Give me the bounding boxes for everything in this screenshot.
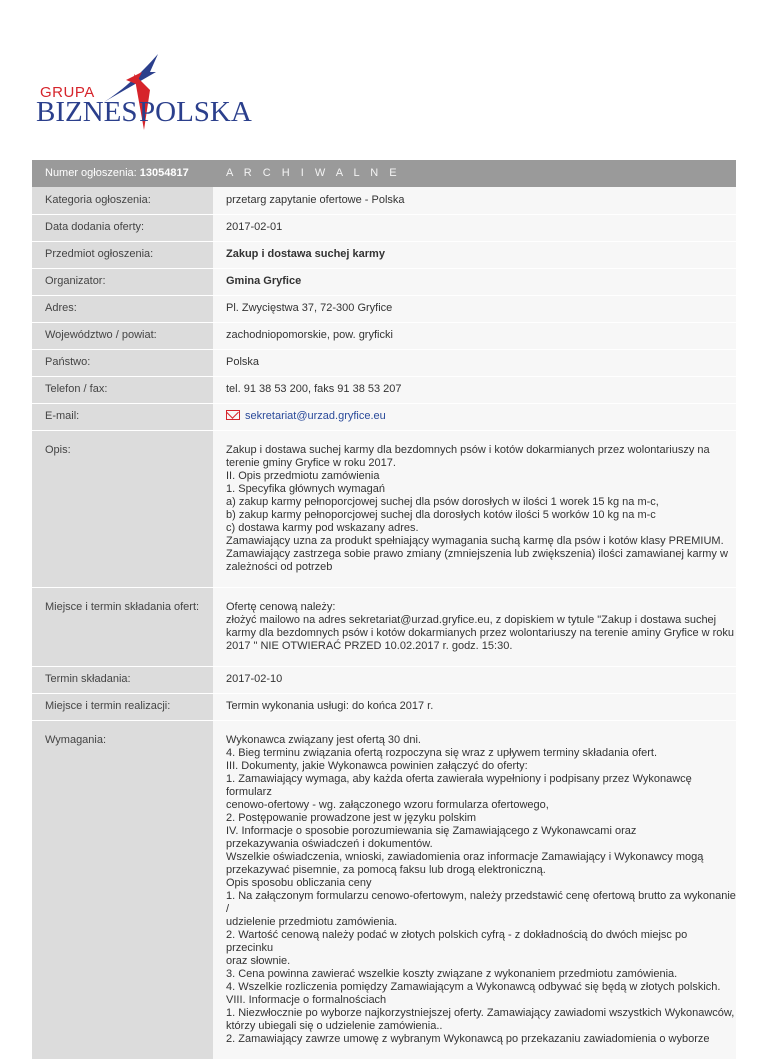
row-value: 2017-02-01 [213, 214, 736, 241]
row-label: Organizator: [32, 268, 213, 295]
logo-biznes: BIZNES [36, 96, 138, 128]
text-line: Zakup i dostawa suchej karmy dla bezdomnych psów i kotów dokarmianych przez wolontariuszy na [226, 443, 710, 456]
row-value: Termin wykonania usługi: do końca 2017 r. [213, 693, 736, 720]
text-line: 4. Wszelkie rozliczenia pomiędzy Zamawiającym a Wykonawcą odbywać się będą w złotych polskich. [226, 980, 721, 993]
row-opis [32, 430, 736, 587]
text-line: IV. Informacje o sposobie porozumiewania się Zamawiającego z Wykonawcami oraz [226, 824, 637, 837]
row-label: Państwo: [32, 349, 213, 376]
row-value: zachodniopomorskie, pow. gryficki [213, 322, 736, 349]
row-value: Gmina Gryfice [213, 268, 736, 295]
status-badge: A R C H I W A L N E [226, 167, 401, 179]
text-line: Zamawiający uzna za produkt spełniający wymagania suchą karmę dla psów i kotów klasy PREMIUM. [226, 534, 724, 547]
row-label: Termin składania: [32, 666, 213, 693]
text-line: Zamawiający zastrzega sobie prawo zmiany (zmniejszenia lub zwiększenia) ilości zamawianej karmy w [226, 547, 728, 560]
text-line: którzy ubiegali się o udzielenie zamówienia.. [226, 1019, 443, 1032]
row-telefon [32, 376, 736, 403]
text-line: II. Opis przedmiotu zamówienia [226, 469, 380, 482]
text-line: udzielenie przedmiotu zamówienia. [226, 915, 398, 928]
row-panstwo [32, 349, 736, 376]
text-line: c) dostawa karmy pod wskazany adres. [226, 521, 419, 534]
row-label: Województwo / powiat: [32, 322, 213, 349]
text-line: III. Dokumenty, jakie Wykonawca powinien załączyć do oferty: [226, 759, 528, 772]
announcement-table [32, 160, 736, 1060]
row-organizator [32, 268, 736, 295]
text-line: b) zakup karmy pełnoporcjowej suchej dla dorosłych kotów ilości 5 worków 10 kg na m-c [226, 508, 656, 521]
row-value: 2017-02-10 [213, 666, 736, 693]
text-line: 3. Cena powinna zawierać wszelkie koszty związane z wykonaniem przedmiotu zamówienia. [226, 967, 678, 980]
envelope-icon [226, 410, 240, 420]
text-line: Wszelkie oświadczenia, wnioski, zawiadomienia oraz informacje Zamawiający i Wykonawcy mogą [226, 850, 704, 863]
text-line: złożyć mailowo na adres sekretariat@urzad.gryfice.eu, z dopiskiem w tytule "Zakup i dostawa suchej [226, 613, 717, 626]
text-line: Wykonawca związany jest ofertą 30 dni. [226, 733, 421, 746]
text-line: 1. Specyfika głównych wymagań [226, 482, 385, 495]
row-value: Zakup i dostawa suchej karmy [213, 241, 736, 268]
row-termin-skladania [32, 666, 736, 693]
number-value: 13054817 [139, 167, 189, 179]
text-line: a) zakup karmy pełnoporcjowej suchej dla psów dorosłych w ilości 1 worek 15 kg na m-c, [226, 495, 659, 508]
logo-grupa: GRUPA [40, 84, 95, 101]
row-value: przetarg zapytanie ofertowe - Polska [213, 187, 736, 214]
text-line: 1. Niezwłocznie po wyborze najkorzystniejszej oferty. Zamawiający zawiadomi wszystkich Wykonawców, [226, 1006, 735, 1019]
row-value: tel. 91 38 53 200, faks 91 38 53 207 [213, 376, 736, 403]
email-link[interactable]: sekretariat@urzad.gryfice.eu [245, 410, 386, 422]
row-wojewodztwo [32, 322, 736, 349]
row-adres [32, 295, 736, 322]
text-line: 2017 " NIE OTWIERAĆ PRZED 10.02.2017 r. godz. 15:30. [226, 639, 513, 652]
text-line: 4. Bieg terminu związania ofertą rozpoczyna się wraz z upływem terminy składania ofert. [226, 746, 658, 759]
row-value: Polska [213, 349, 736, 376]
text-line: 2. Postępowanie prowadzone jest w języku polskim [226, 811, 477, 824]
row-miejsce-skladania [32, 587, 736, 666]
row-email [32, 403, 736, 430]
logo-polska: POLSKA [139, 96, 252, 128]
text-line: VIII. Informacje o formalnościach [226, 993, 387, 1006]
text-line: Opis sposobu obliczania ceny [226, 876, 372, 889]
opis-text [213, 430, 736, 587]
text-line: 2. Zamawiający zawrze umowę z wybranym Wykonawcą po przekazaniu zawiadomienia o wyborze [226, 1032, 710, 1045]
row-wymagania [32, 720, 736, 1059]
row-label: Przedmiot ogłoszenia: [32, 241, 213, 268]
number-label: Numer ogłoszenia: [45, 167, 137, 179]
announcement-header [32, 160, 736, 187]
row-value: Pl. Zwycięstwa 37, 72-300 Gryfice [213, 295, 736, 322]
text-line: oraz słownie. [226, 954, 291, 967]
text-line: zależności od potrzeb [226, 560, 333, 573]
row-kategoria [32, 187, 736, 214]
row-label: Miejsce i termin składania ofert: [32, 587, 213, 666]
row-label: Data dodania oferty: [32, 214, 213, 241]
text-line: 1. Zamawiający wymaga, aby każda oferta zawierała wypełniony i podpisany przez Wykonawcę formularz [226, 772, 692, 798]
row-label: Miejsce i termin realizacji: [32, 693, 213, 720]
row-label: Adres: [32, 295, 213, 322]
row-label: Telefon / fax: [32, 376, 213, 403]
text-line: Ofertę cenową należy: [226, 600, 336, 613]
text-line: przekazywania oświadczeń i dokumentów. [226, 837, 433, 850]
row-label: E-mail: [32, 403, 213, 430]
miejsce-skladania-text [213, 587, 736, 666]
text-line: terenie gminy Gryfice w roku 2017. [226, 456, 396, 469]
row-przedmiot [32, 241, 736, 268]
text-line: przekazywać pisemnie, za pomocą faksu lub drogą elektroniczną. [226, 863, 546, 876]
row-miejsce-realizacji [32, 693, 736, 720]
wymagania-text [213, 720, 736, 1059]
row-label: Opis: [32, 430, 213, 587]
row-label: Kategoria ogłoszenia: [32, 187, 213, 214]
text-line: 2. Wartość cenową należy podać w złotych polskich cyfrą - z dokładnością do dwóch miejsc po przecinku [226, 928, 688, 954]
text-line: karmy dla bezdomnych psów i kotów dokarmianych przez wolontariuszy na terenie aminy Gryfice w roku [226, 626, 735, 639]
row-label: Wymagania: [32, 720, 213, 1059]
text-line: 1. Na załączonym formularzu cenowo-ofertowym, należy przedstawić cenę ofertową brutto za wykonanie / [226, 889, 736, 915]
brand-logo [36, 50, 252, 140]
text-line: cenowo-ofertowy - wg. załączonego wzoru formularza ofertowego, [226, 798, 549, 811]
row-data [32, 214, 736, 241]
